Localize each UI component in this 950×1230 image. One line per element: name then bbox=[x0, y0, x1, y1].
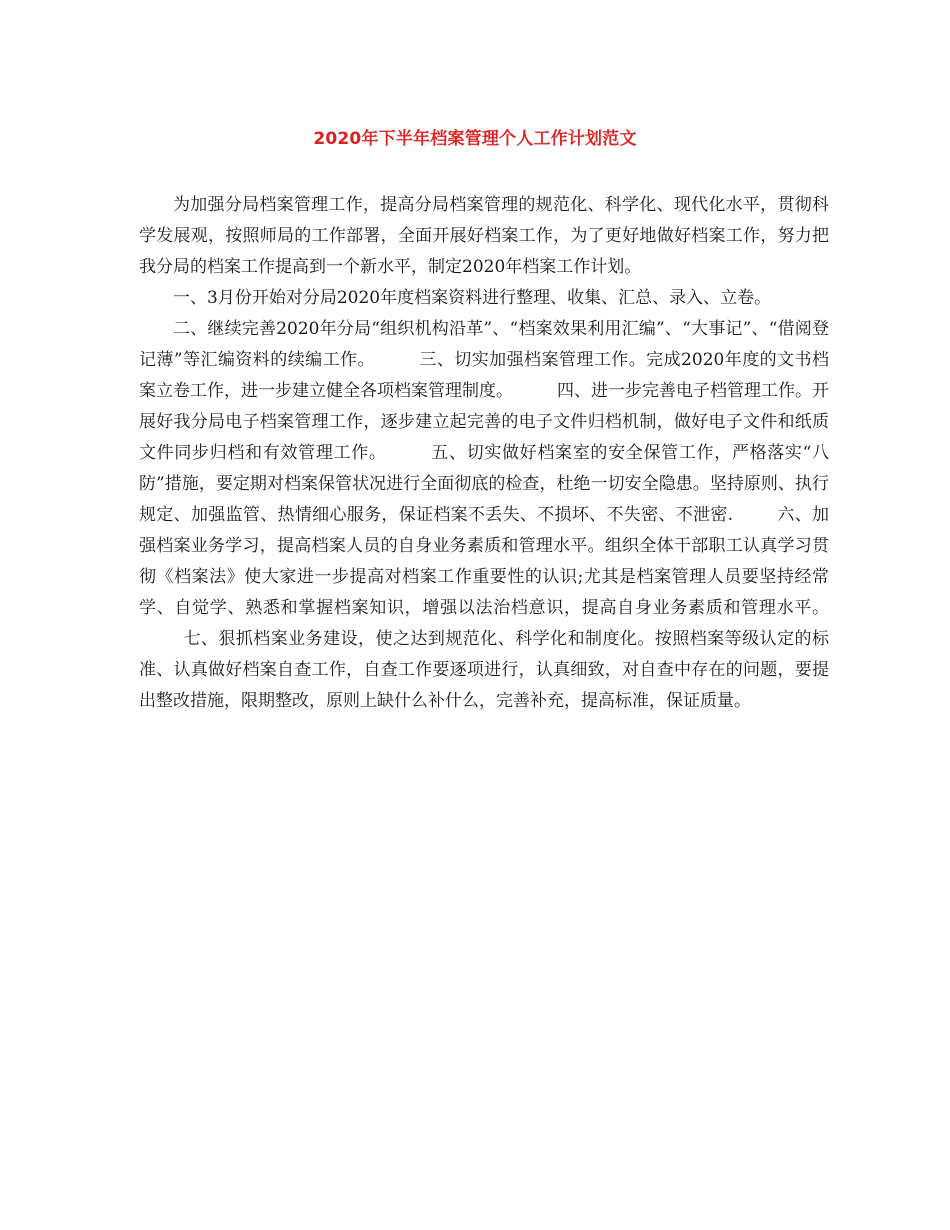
item-one-paragraph: 一、3月份开始对分局2020年度档案资料进行整理、收集、汇总、录入、立卷。 bbox=[173, 288, 772, 308]
item-seven-text: 七、狠抓档案业务建设，使之达到规范化、科学化和制度化。按照档案等级认定的标准、认真做好档案自查工作，自查工作要逐项进行，认真细致，对自查中存在的问题，要提出整改措施，限期整改，原则上缺什么补什么，完善补充，提高标准，保证质量。 bbox=[139, 629, 829, 711]
item-three-text: 三、切实加强档案管理工作。完成2020年度的文书档案立卷工作，进一步建立健全各项档案管理制度。 bbox=[139, 350, 829, 401]
item-six-text: 六、加强档案业务学习，提高档案人员的自身业务素质和管理水平。组织全体干部职工认真学习贯彻《档案法》使大家进一步提高对档案工作重要性的认识;尤其是档案管理人员要坚持经常学、自觉学、熟悉和掌握档案知识，增强以法治档意识，提高自身业务素质和管理水平。 bbox=[139, 505, 830, 618]
document-title: 2020年下半年档案管理个人工作计划范文 bbox=[313, 129, 637, 149]
item-two-text: 二、继续完善2020年分局“组织机构沿革”、“档案效果利用汇编”、“大事记”、“借阅登记薄”等汇编资料的续编工作。 bbox=[139, 319, 829, 370]
item-four-text: 四、进一步完善电子档管理工作。开展好我分局电子档案管理工作，逐步建立起完善的电子文件归档机制，做好电子文件和纸质文件同步归档和有效管理工作。 bbox=[139, 381, 829, 463]
item-five-text: 五、切实做好档案室的安全保管工作，严格落实“八防”措施，要定期对档案保管状况进行全面彻底的检查，杜绝一切安全隐患。坚持原则、执行规定、加强监管、热情细心服务，保证档案不丢失、不损坏、不失密、不泄密. bbox=[139, 443, 829, 525]
document-body bbox=[139, 190, 829, 717]
intro-paragraph: 为加强分局档案管理工作，提高分局档案管理的规范化、科学化、现代化水平，贯彻科学发展观，按照师局的工作部署，全面开展好档案工作，为了更好地做好档案工作，努力把我分局的档案工作提高到一个新水平，制定2020年档案工作计划。 bbox=[139, 195, 829, 277]
main-paragraph bbox=[139, 314, 829, 717]
